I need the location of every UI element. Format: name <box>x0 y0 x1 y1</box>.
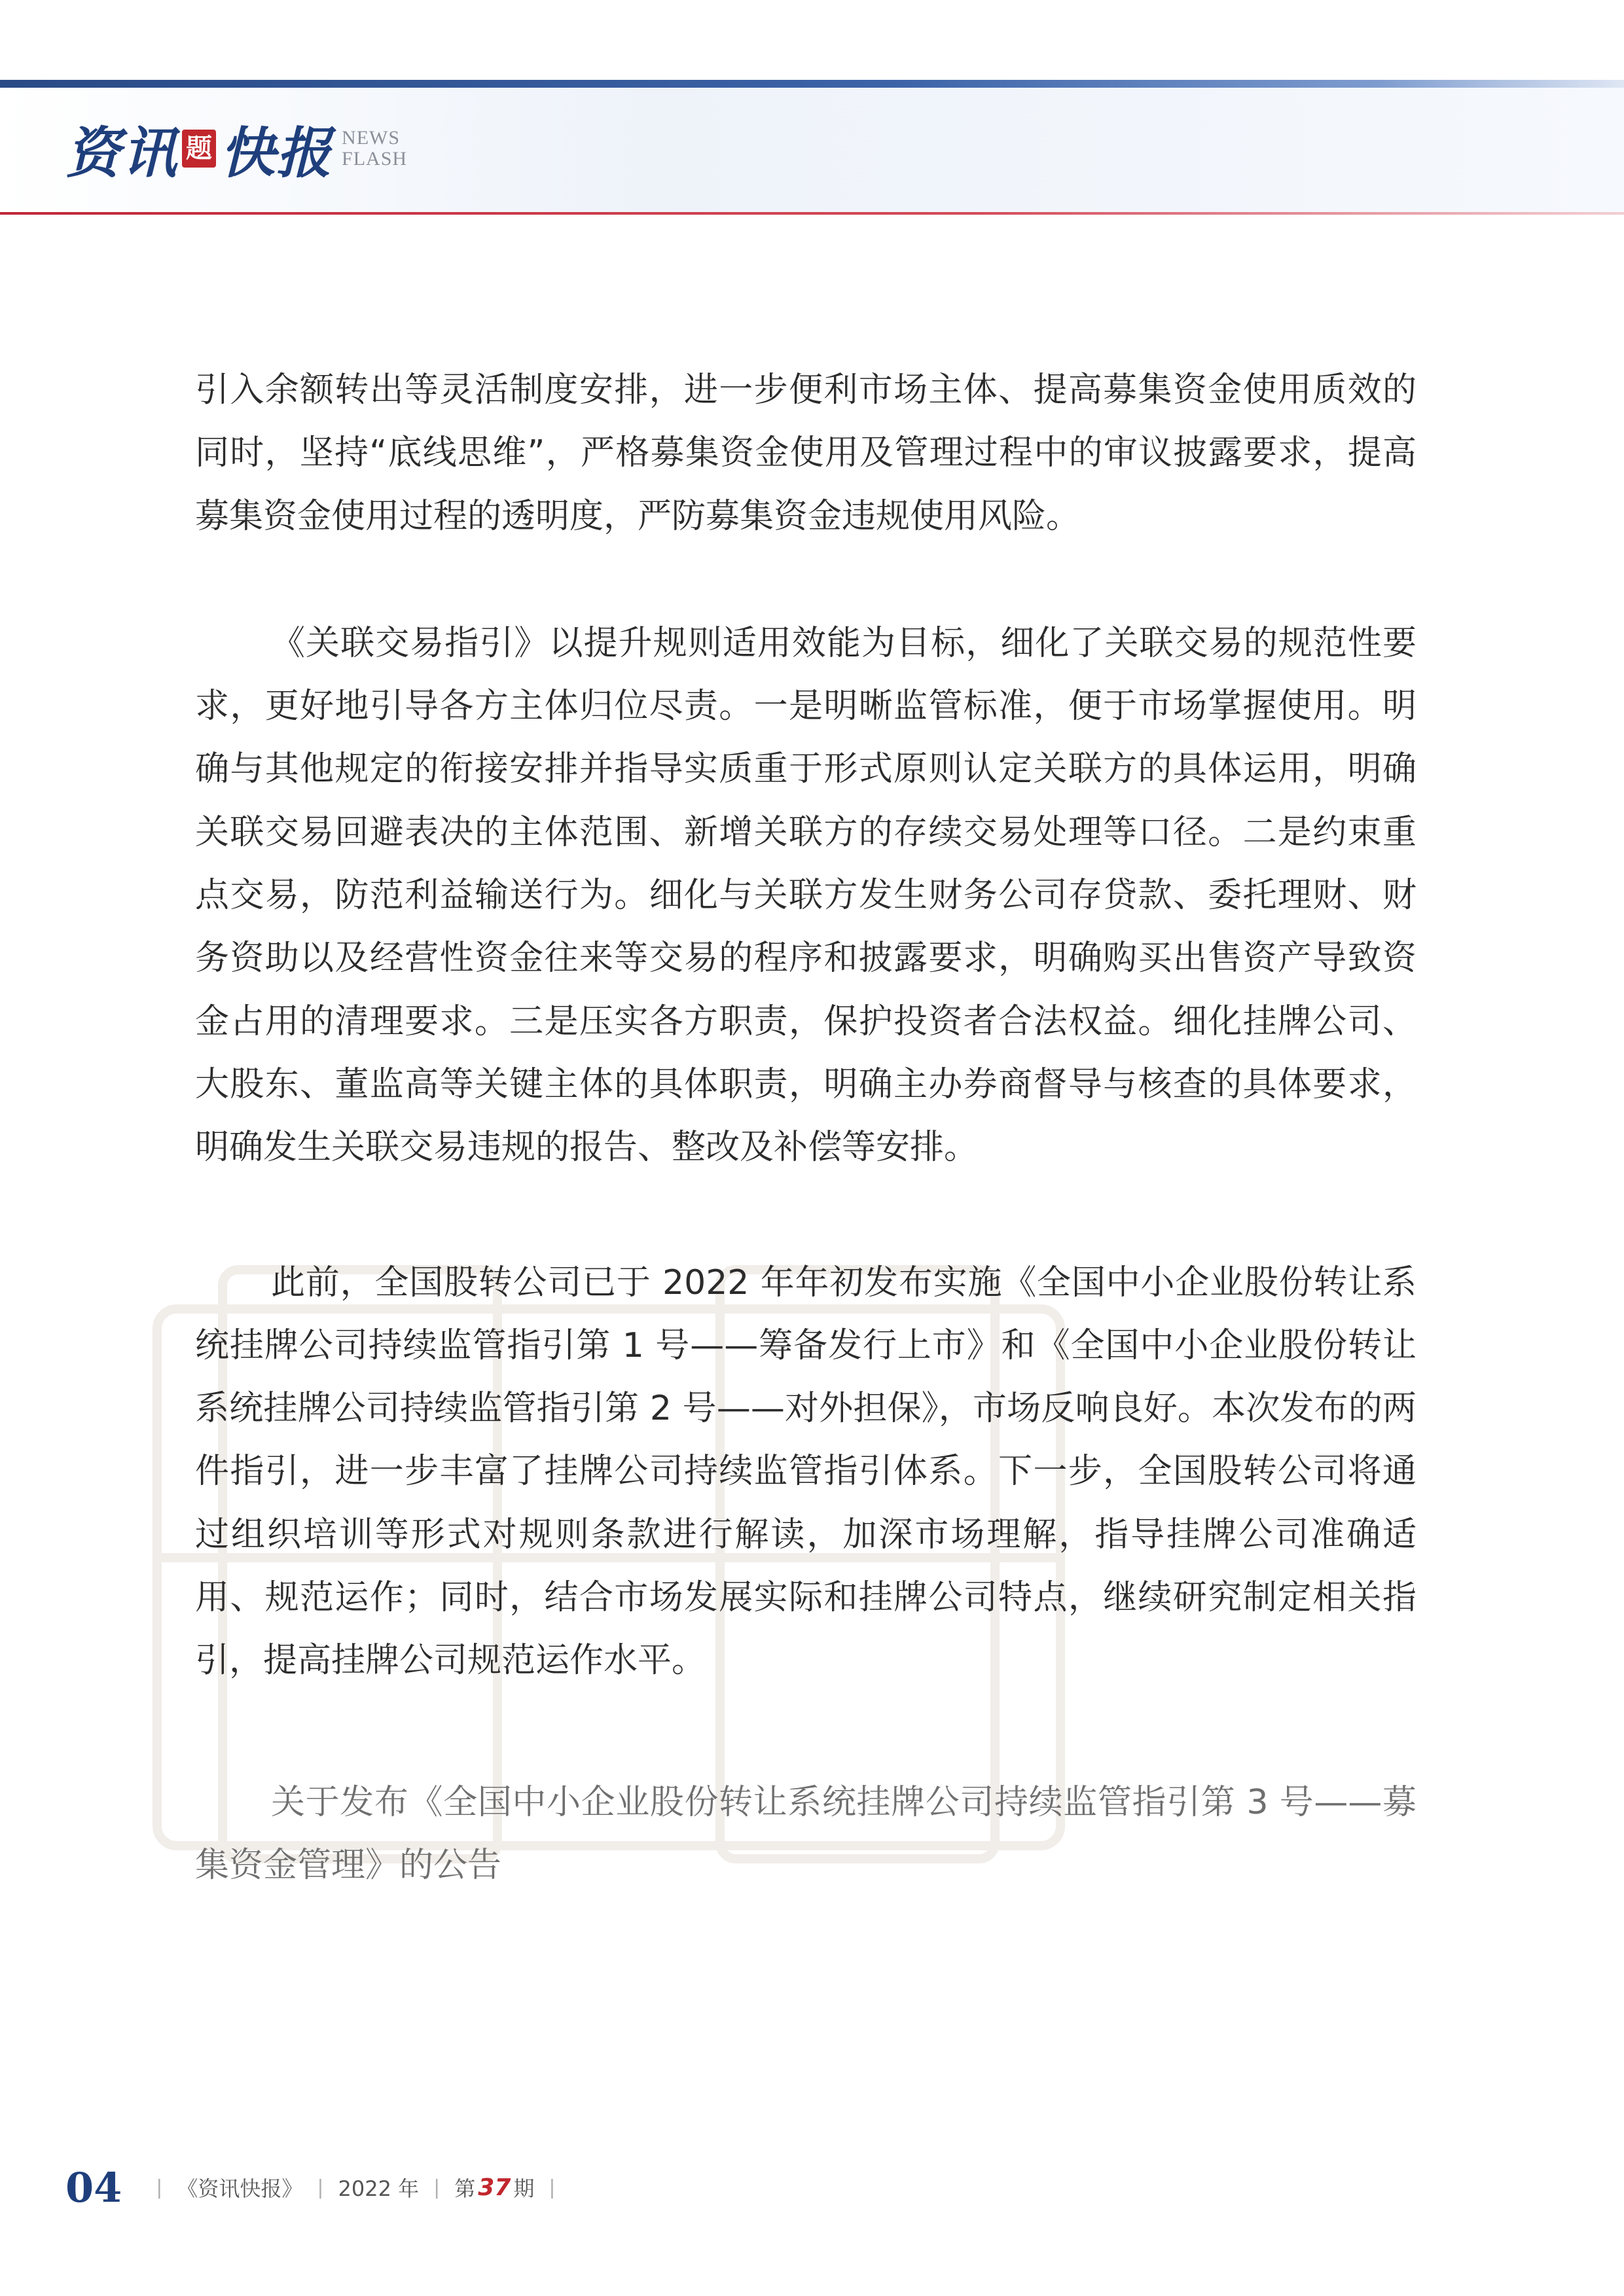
logo-english <box>342 128 407 170</box>
logo-english-line2: FLASH <box>342 148 408 170</box>
logo-title-part2: 快报 <box>220 120 333 185</box>
publication-logo <box>65 113 407 185</box>
footer-publication: 《资讯快报》 <box>177 2176 303 2201</box>
header-divider <box>0 212 1624 215</box>
page-number: 04 <box>65 2163 122 2212</box>
header-top-band <box>0 80 1624 88</box>
footer-separator: | <box>156 2176 163 2199</box>
paragraph-1: 引入余额转出等灵活制度安排，进一步便利市场主体、提高募集资金使用质效的同时，坚持“底线思维”，严格募集资金使用及管理过程中的审议披露要求，提高募集资金使用过程的透明度，严防募集资金违规使用风险。 <box>195 370 1416 536</box>
page-footer <box>65 2161 570 2214</box>
footer-issue-prefix: 第 <box>454 2176 476 2201</box>
footer-year: 2022 年 <box>338 2176 420 2201</box>
logo-seal-icon: 题 <box>182 130 216 168</box>
article-body <box>195 359 1416 1897</box>
logo-title-part1: 资讯 <box>65 120 179 185</box>
notice-title-link[interactable]: 关于发布《全国中小企业股份转让系统挂牌公司持续监管指引第 3 号——募集资金管理》的公告 <box>195 1782 1416 1885</box>
footer-separator: | <box>549 2176 556 2199</box>
footer-separator: | <box>433 2176 441 2199</box>
footer-issue-suffix: 期 <box>513 2176 535 2201</box>
footer-issue-number: 37 <box>478 2174 511 2201</box>
footer-separator: | <box>317 2176 324 2199</box>
paragraph-3: 此前，全国股转公司已于 2022 年年初发布实施《全国中小企业股份转让系统挂牌公司持续监管指引第 1 号——筹备发行上市》和《全国中小企业股份转让系统挂牌公司持续监管指引第 2 号——对外担保》，市场反响良好。本次发布的两件指引，进一步丰富了挂牌公司持续监管指引体系。下一步，全国股转公司将通过组织培训等形式对规则条款进行解读，加深市场理解，指导挂牌公司准确适用、规范运作；同时，结合市场发展实际和挂牌公司特点，继续研究制定相关指引，提高挂牌公司规范运作水平。 <box>195 1263 1416 1681</box>
logo-english-line1: NEWS <box>342 127 401 149</box>
paragraph-2: 《关联交易指引》以提升规则适用效能为目标，细化了关联交易的规范性要求，更好地引导各方主体归位尽责。一是明晰监管标准，便于市场掌握使用。明确与其他规定的衔接安排并指导实质重于形式原则认定关联方的具体运用，明确关联交易回避表决的主体范围、新增关联方的存续交易处理等口径。二是约束重点交易，防范利益输送行为。细化与关联方发生财务公司存贷款、委托理财、财务资助以及经营性资金往来等交易的程序和披露要求，明确购买出售资产导致资金占用的清理要求。三是压实各方职责，保护投资者合法权益。细化挂牌公司、大股东、董监高等关键主体的具体职责，明确主办券商督导与核查的具体要求，明确发生关联交易违规的报告、整改及补偿等安排。 <box>195 623 1416 1168</box>
